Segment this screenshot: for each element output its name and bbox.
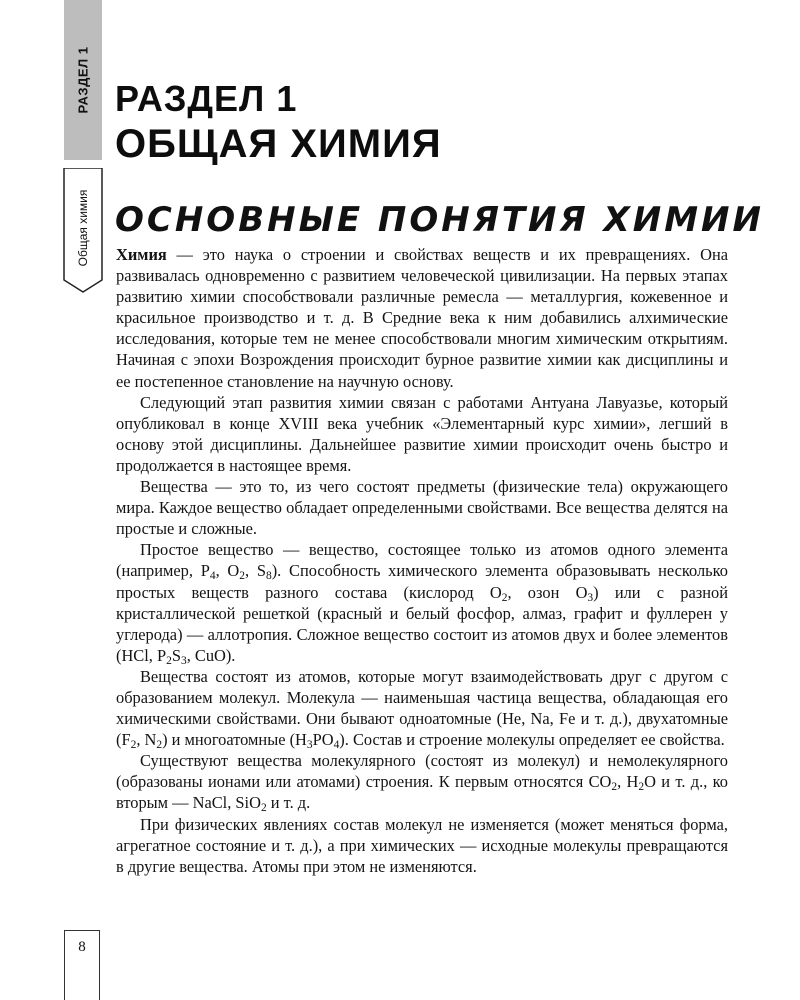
paragraph-chemistry-definition	[116, 244, 728, 392]
page-number: 8	[78, 939, 86, 955]
topic-title: ОСНОВНЫЕ ПОНЯТИЯ ХИМИИ	[115, 200, 764, 240]
term-chemistry: Химия	[116, 245, 167, 264]
chapter-side-tab	[62, 168, 104, 294]
page-number-box	[64, 930, 100, 1000]
paragraph-molecular-structure: Существуют вещества молекулярного (состоят из молекул) и немолекулярного (образованы ионами или атомами) строения. К первым относятся $CO_2$, $H_2O$ и т. д., ко вторым — NaCl, SiO$_2$ и т. д.	[116, 751, 728, 815]
section-label: РАЗДЕЛ 1	[115, 78, 298, 119]
paragraph-text: — это наука о строении и свойствах веществ и их превращениях. Она развивалась одновременно с развитием человеческой цивилизации. На первых этапах развитию химии способствовали различные ремесла — металлургия, кожевенное и красильное производство и т. д. В Средние века к ним добавились алхимические исследования, которые тем не менее способствовали многим химическим открытиям. Начиная с эпохи Возрождения происходит бурное развитие химии как дисциплины и ее постепенное становление на научную основу.	[116, 245, 728, 391]
section-title: ОБЩАЯ ХИМИЯ	[115, 122, 442, 166]
chapter-side-tab-label: Общая химия	[76, 190, 90, 267]
paragraph-simple-substance: Простое вещество — вещество, состоящее только из атомов одного элемента (например, $P_4$, $O_2$, $S_8$). Способность химического элемента образовывать несколько простых веществ разного состава (кислород $O_2$, озон $O_3$) или с разной кристаллической решеткой (красный и белый фосфор, алмаз, графит и фуллерен у углерода) — аллотропия. Сложное вещество состоит из атомов двух и более элементов (HCl, $P_2S_3$, CuO).	[116, 540, 728, 667]
paragraph-lavoisier: Следующий этап развития химии связан с работами Антуана Лавуазье, который опубликовал в конце XVIII века учебник «Элементарный курс химии», легший в основу этой дисциплины. Дальнейшее развитие химии происходит очень быстро и продолжается в настоящее время.	[116, 392, 728, 475]
paragraph-phenomena: При физических явлениях состав молекул не изменяется (может меняться форма, агрегатное состояние и т. д.), а при химических — исходные молекулы превращаются в другие вещества. Атомы при этом не изменяются.	[116, 814, 728, 876]
paragraph-molecules: Вещества состоят из атомов, которые могут взаимодействовать друг с другом с образованием молекул. Молекула — наименьшая частица вещества, обладающая его химическими свойствами. Они бывают одноатомные (He, Na, Fe и т. д.), двухатомные ($F_2$, $N_2$) и многоатомные $(H_3PO_4)$. Состав и строение молекулы определяет ее свойства.	[116, 666, 728, 752]
paragraph-substances: Вещества — это то, из чего состоят предметы (физические тела) окружающего мира. Каждое вещество обладает определенными свойствами. Все вещества делятся на простые и сложные.	[116, 477, 728, 539]
section-side-tab	[64, 0, 102, 160]
body-text	[116, 244, 728, 877]
section-side-tab-label: РАЗДЕЛ 1	[75, 46, 91, 114]
